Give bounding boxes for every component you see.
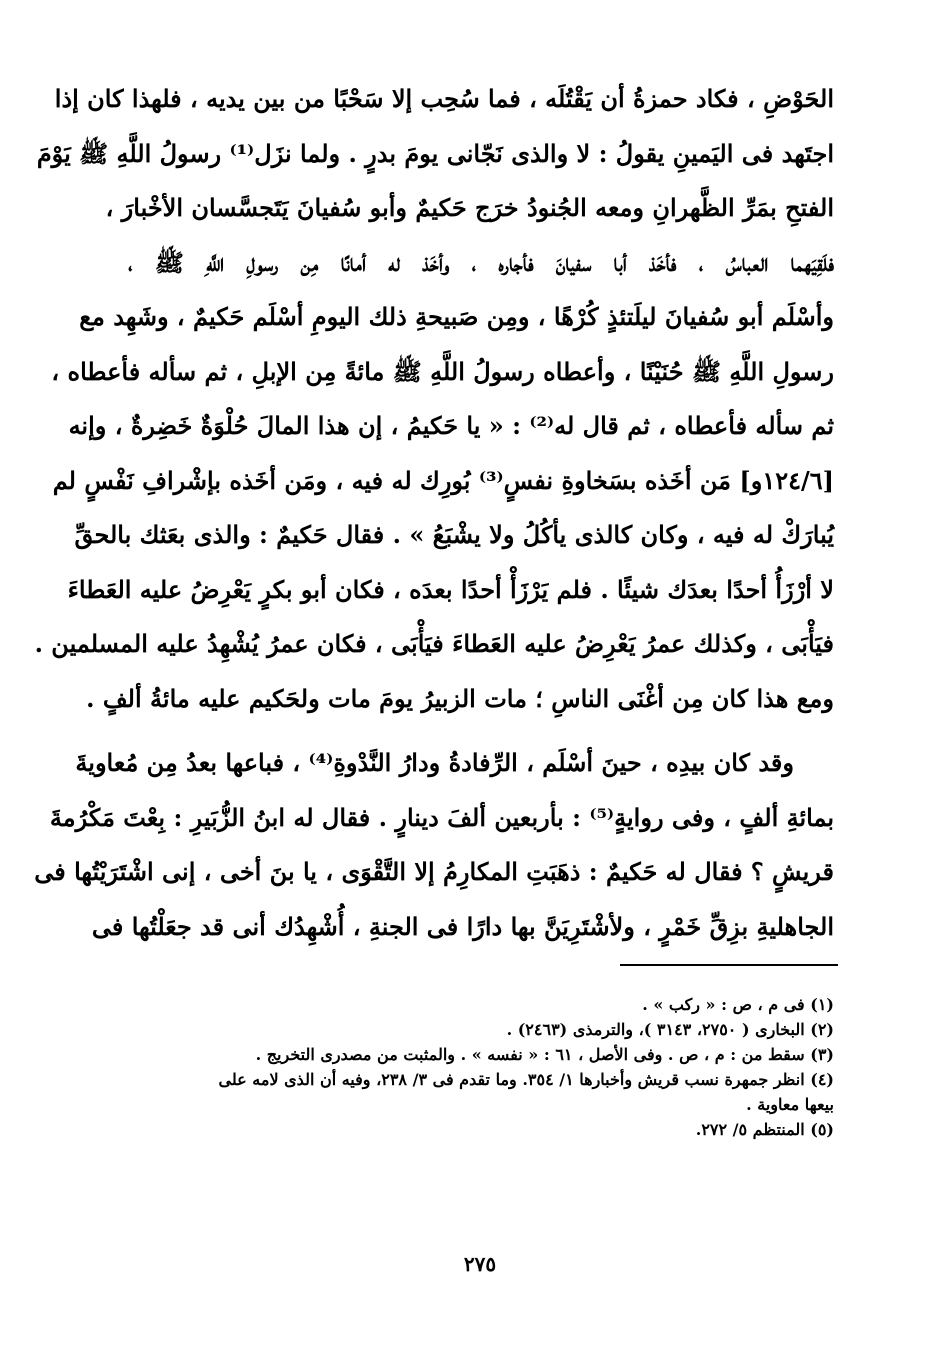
footnote-separator (620, 964, 838, 966)
paragraph-gap (128, 726, 834, 736)
footnote-2: (٢) البخارى ( ٢٧٥٠، ٣١٤٣ )، والترمذى (٢٤٦٣) . (506, 1020, 834, 1039)
text-line-14: بمائةِ ألفٍ ، وفى روايةٍ⁽⁵⁾ : بأربعين ألفَ دينارٍ . فقال له ابنُ الزُّبَيرِ : بِعْتَ مَكْرُمةَ (49, 802, 834, 832)
text-line-6: رسولِ اللَّهِ ﷺ حُنَيْنًا ، وأعطاه رسولُ اللَّهِ ﷺ مائةً مِن الإبلِ ، ثم سأله فأعطاه ، (51, 356, 834, 386)
text-line-10: لا أرْزَأُ أحدًا بعدَك شيئًا . فلم يَرْزَأْ أحدًا بعدَه ، فكان أبو بكرٍ يَعْرِضُ عليه العَطاءَ (67, 574, 834, 604)
text-line-4: فلَقِيَهما العباسُ ، فأخَذ أبا سفيانَ فأجاره ، وأخَذ له أمانًا مِن رسولِ اللَّهِ ﷺ ، (128, 247, 834, 277)
text-line-12: ومع هذا كان مِن أغْنَى الناسِ ؛ مات الزبيرُ يومَ مات ولحَكيم عليه مائةُ ألفٍ . (86, 683, 834, 713)
text-line-9: يُبارَكْ له فيه ، وكان كالذى يأكُلُ ولا يشْبَعُ » . فقال حَكيمٌ : والذى بعَثك بالحقِّ (74, 520, 834, 549)
text-line-5: وأسْلَم أبو سُفيانَ ليلَتئذٍ كُرْهًا ، ومِن صَبيحةِ ذلك اليومِ أسْلَم حَكيمٌ ، وشَهِد مع (79, 302, 834, 331)
text-line-8: [١٢٤/٦و] مَن أخَذه بسَخاوةِ نفسٍ⁽³⁾ بُورِك له فيه ، ومَن أخَذه بإشْرافِ نَفْسٍ لم (52, 465, 834, 495)
footnote-4-continued: بيعها معاوية . (746, 1095, 834, 1114)
footnote-4: (٤) انظر جمهرة نسب قريش وأخبارها ١/ ٣٥٤. وما تقدم فى ٣/ ٢٣٨، وفيه أن الذى لامه على (218, 1070, 834, 1089)
footnote-5: (٥) المنتظم ٥/ ٢٧٢. (695, 1120, 834, 1139)
footnote-3: (٣) سقط من : م ، ص . وفى الأصل ، ٦١ : « نفسه » . والمثبت من مصدرى التخريج . (255, 1045, 834, 1064)
footnote-1: (١) فى م ، ص : « ركب » . (642, 995, 834, 1014)
text-line-7: ثم سأله فأعطاه ، ثم قال له⁽²⁾ : « يا حَكيمُ ، إن هذا المالَ حُلْوَةٌ خَضِرةٌ ، وإنه (68, 411, 834, 440)
text-line-13: وقد كان بيدِه ، حينَ أسْلَم ، الرِّفادةُ ودارُ النَّدْوةِ⁽⁴⁾ ، فباعها بعدُ مِن مُعاويةَ (75, 748, 794, 777)
text-line-16: الجاهليةِ بزِقِّ خَمْرٍ ، ولأشْتَرِيَنَّ بها دارًا فى الجنةِ ، أُشْهِدُك أنى قد جعَلْتُها فى (91, 911, 834, 941)
text-line-15: قريشٍ ؟ فقال له حَكيمٌ : ذهَبَتِ المكارِمُ إلا التَّقْوَى ، يا بنَ أخى ، إنى اشْتَرَيْتُها فى (34, 857, 834, 886)
footnotes (118, 992, 834, 1142)
text-line-2: اجتَهد فى اليَمينِ يقولُ : لا والذى نَجّانى يومَ بدرٍ . ولما نزَل⁽¹⁾ رسولُ اللَّهِ ﷺ يَوْمَ (36, 138, 834, 168)
page-number: ٢٧٥ (463, 1252, 497, 1276)
text-line-11: فيَأْبَى ، وكذلك عمرُ يَعْرِضُ عليه العَطاءَ فيَأْبَى ، فكان عمرُ يُشْهِدُ عليه المسلمين . (34, 629, 834, 658)
text-line-3: الفتحِ بمَرِّ الظَّهرانِ ومعه الجُنودُ خرَج حَكيمٌ وأبو سُفيانَ يَتَجسَّسان الأخْبارَ ، (105, 193, 834, 222)
text-line-1: الحَوْضِ ، فكاد حمزةُ أن يَقْتُلَه ، فما سُحِب إلا سَحْبًا من بين يديه ، فلهذا كان إذا (54, 84, 834, 113)
main-text (34, 72, 834, 954)
